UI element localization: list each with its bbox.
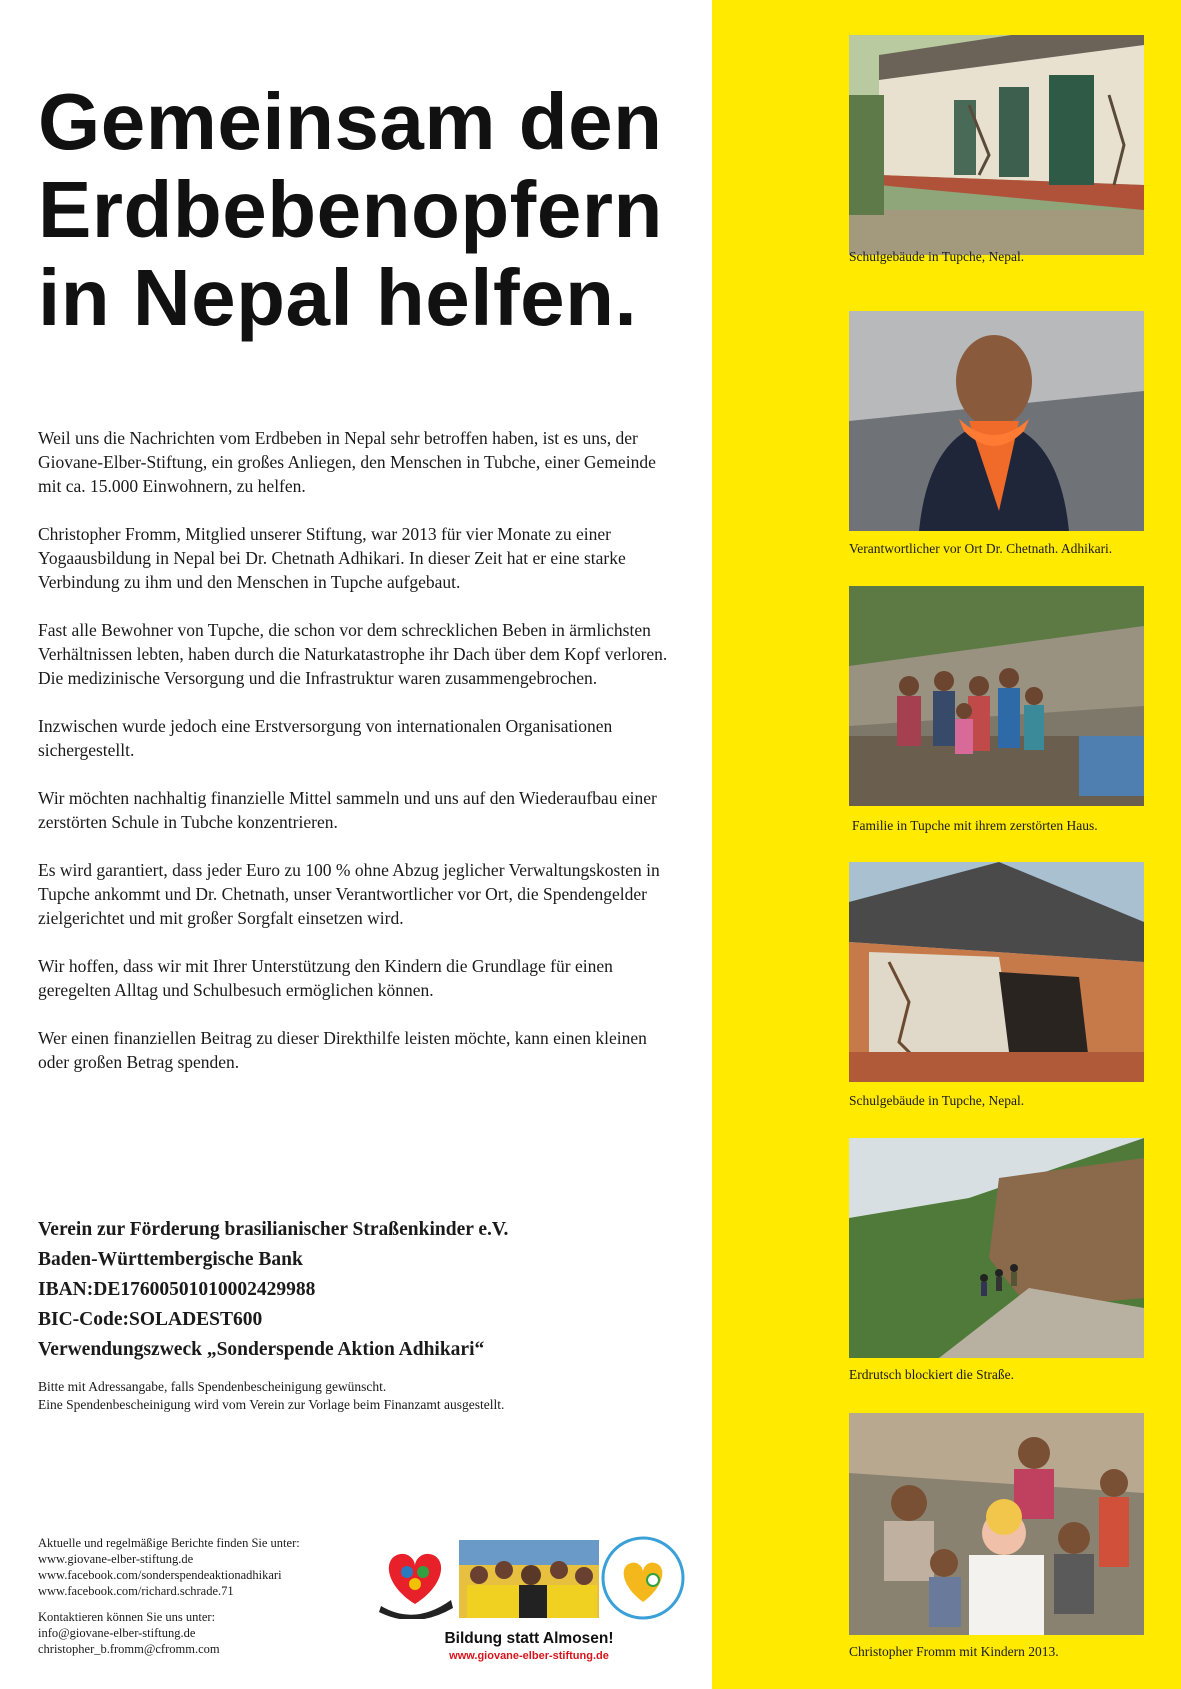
photo-family xyxy=(849,586,1144,806)
photo-children xyxy=(849,1413,1144,1635)
bank-name: Baden-Württembergische Bank xyxy=(38,1249,303,1270)
escola-oficina-logo xyxy=(373,1534,458,1619)
note-line: Eine Spendenbescheinigung wird vom Verein zur Vorlage beim Finanzamt ausgestellt. xyxy=(38,1397,505,1412)
headline-line-1: Gemeinsam den xyxy=(38,77,663,166)
bank-reference: Verwendungszweck „Sonderspende Aktion Adhikari“ xyxy=(38,1339,485,1360)
paragraph: Weil uns die Nachrichten vom Erdbeben in Nepal sehr betroffen haben, ist es uns, der Giovane-Elber-Stiftung, ein großes Anliegen, den Menschen in Tubche, einer Gemeinde mit ca. 15.000 Einwohnern, zu helfen. xyxy=(38,428,656,496)
contact-label: Kontaktieren können Sie uns unter: xyxy=(38,1610,216,1624)
paragraph: Fast alle Bewohner von Tupche, die schon vor dem schrecklichen Beben in ärmlichsten Verhältnissen lebten, haben durch die Naturkatastrophe ihr Dach über dem Kopf verloren. Die medizinische Versorgung und die Infrastruktur waren zusammengebrochen. xyxy=(38,620,668,688)
facebook-link[interactable]: www.facebook.com/richard.schrade.71 xyxy=(38,1584,234,1598)
email-link[interactable]: info@giovane-elber-stiftung.de xyxy=(38,1626,196,1640)
logo-website[interactable]: www.giovane-elber-stiftung.de xyxy=(449,1650,609,1662)
photo-caption: Verantwortlicher vor Ort Dr. Chetnath. Adhikari. xyxy=(849,541,1113,556)
photo-dr-adhikari xyxy=(849,311,1144,531)
donation-note xyxy=(38,1378,504,1414)
paragraph: Es wird garantiert, dass jeder Euro zu 100 % ohne Abzug jeglicher Verwaltungskosten in Tupche ankommt und Dr. Chetnath, unser Verantwortlicher vor Ort, die Spendengelder zielgerichtet und mit großer Sorgfalt einsetzen wird. xyxy=(38,860,660,928)
email-link[interactable]: christopher_b.fromm@cfromm.com xyxy=(38,1642,220,1656)
bank-bic: BIC-Code:SOLADEST600 xyxy=(38,1309,263,1330)
contact-links xyxy=(38,1535,300,1657)
headline-line-3: in Nepal helfen. xyxy=(38,253,638,342)
body-text xyxy=(38,426,670,1098)
reports-label: Aktuelle und regelmäßige Berichte finden Sie unter: xyxy=(38,1536,300,1550)
photo-school-building xyxy=(849,35,1144,255)
paragraph: Inzwischen wurde jedoch eine Erstversorgung von internationalen Organisationen sichergestellt. xyxy=(38,716,613,760)
headline xyxy=(38,78,663,342)
note-line: Bitte mit Adressangabe, falls Spendenbescheinigung gewünscht. xyxy=(38,1379,387,1394)
photo-damaged-school xyxy=(849,862,1144,1082)
photo-caption: Erdrutsch blockiert die Straße. xyxy=(849,1367,1014,1382)
logo-strip xyxy=(373,1520,685,1670)
facebook-link[interactable]: www.facebook.com/sonderspendeaktionadhikari xyxy=(38,1568,282,1582)
paragraph: Wir hoffen, dass wir mit Ihrer Unterstützung den Kindern die Grundlage für einen geregelten Alltag und Schulbesuch ermöglichen können. xyxy=(38,956,613,1000)
photo-caption: Christopher Fromm mit Kindern 2013. xyxy=(849,1644,1059,1659)
logo-children-photo xyxy=(459,1540,599,1618)
bank-account-holder: Verein zur Förderung brasilianischer Straßenkinder e.V. xyxy=(38,1219,509,1240)
photo-caption: Familie in Tupche mit ihrem zerstörten Haus. xyxy=(852,818,1098,833)
photo-landslide xyxy=(849,1138,1144,1358)
bank-details xyxy=(38,1215,508,1365)
paragraph: Christopher Fromm, Mitglied unserer Stiftung, war 2013 für vier Monate zu einer Yogaausbildung in Nepal bei Dr. Chetnath Adhikari. In dieser Zeit hat er eine starke Verbindung zu ihm und den Menschen in Tupche aufgebaut. xyxy=(38,524,626,592)
photo-caption: Schulgebäude in Tupche, Nepal. xyxy=(849,1093,1025,1108)
bank-iban: IBAN:DE17600501010002429988 xyxy=(38,1279,316,1300)
website-link[interactable]: www.giovane-elber-stiftung.de xyxy=(38,1552,194,1566)
paragraph: Wir möchten nachhaltig finanzielle Mittel sammeln und uns auf den Wiederaufbau einer zerstörten Schule in Tubche konzentrieren. xyxy=(38,788,657,832)
giovane-elber-logo xyxy=(601,1536,685,1620)
paragraph: Wer einen finanziellen Beitrag zu dieser Direkthilfe leisten möchte, kann einen kleinen oder großen Betrag spenden. xyxy=(38,1028,647,1072)
photo-caption: Schulgebäude in Tupche, Nepal. xyxy=(849,249,1025,264)
slogan: Bildung statt Almosen! xyxy=(444,1630,614,1647)
headline-line-2: Erdbebenopfern xyxy=(38,165,663,254)
